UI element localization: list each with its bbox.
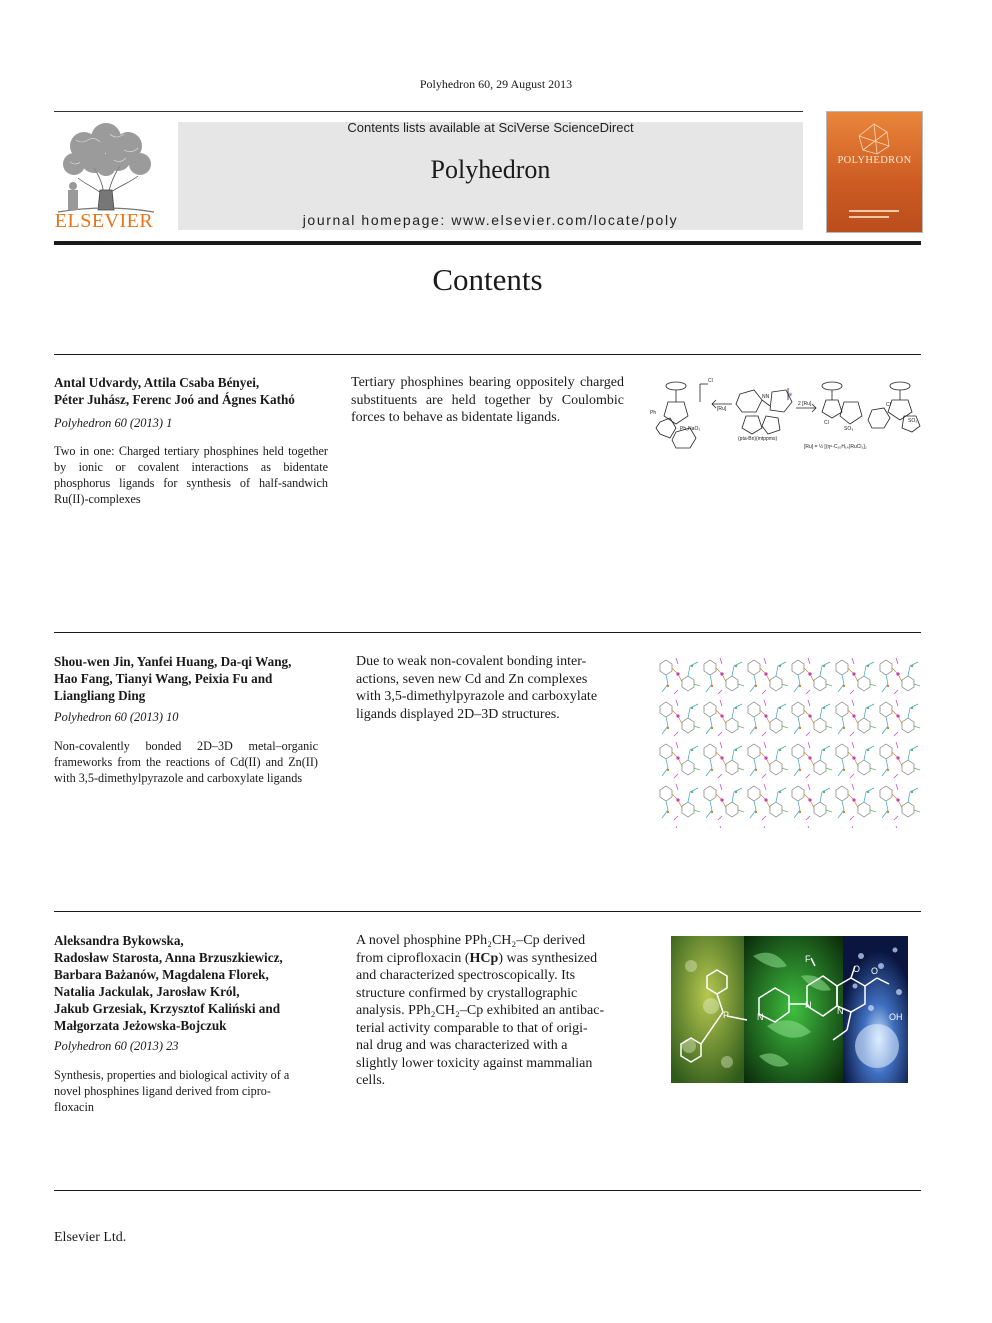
atom-label-n: N xyxy=(805,1000,812,1010)
svg-text:Cl: Cl xyxy=(708,378,713,384)
entry-3-title[interactable]: Synthesis, properties and biological activity of a novel phosphines ligand derived from cipro- floxacin xyxy=(54,1068,290,1114)
entry-2-graphical-abstract xyxy=(656,656,922,828)
arrow-label-2ru: 2 [Ru] xyxy=(798,401,812,407)
page-title: Contents xyxy=(432,262,543,297)
atom-label-n: N xyxy=(837,1006,844,1016)
journal-issue-citation: Polyhedron 60, 29 August 2013 xyxy=(419,77,573,91)
atom-label-p: P xyxy=(723,1010,730,1020)
entry-1-title[interactable]: Two in one: Charged tertiary phosphines held together by ionic or covalent interactions as bidentate phosphorus ligands for synthesis of half-sandwich Ru(II)-complexes xyxy=(54,444,328,506)
masthead-thick-rule xyxy=(54,241,921,245)
entry-2-authors: Shou-wen Jin, Yanfei Huang, Da-qi Wang, Hao Fang, Tianyi Wang, Peixia Fu and Liangliang Ding xyxy=(54,654,292,703)
elsevier-wordmark: ELSEVIER xyxy=(54,210,154,232)
journal-cover-image xyxy=(826,111,923,233)
entry-divider xyxy=(54,354,921,355)
svg-text:SO₃: SO₃ xyxy=(908,418,918,424)
arrow-label-ru: [Ru] xyxy=(717,406,727,412)
svg-text:SO₃: SO₃ xyxy=(844,426,854,432)
entry-1-authors: Antal Udvardy, Attila Csaba Bényei, Péter Juhász, Ferenc Joó and Ágnes Kathó xyxy=(54,375,295,407)
atom-label-o: O xyxy=(871,966,879,976)
entry-divider xyxy=(54,911,921,912)
svg-text:Ph₂NaO₃: Ph₂NaO₃ xyxy=(680,426,701,432)
sciencedirect-link-text[interactable]: Contents lists available at SciVerse ScienceDirect xyxy=(347,120,634,135)
ligand-label: (pta-Bn)(mtppms) xyxy=(738,436,778,442)
entry-3-authors: Aleksandra Bykowska, Radosław Starosta, Anna Brzuszkiewicz, Barbara Bażanów, Magdalena Florek, Natalia Jackulak, Jarosław Król, Jakub Grzesiak, Krzysztof Kaliński and Małgorzata Jeżowska-Bojczuk xyxy=(54,933,283,1033)
atom-label-f: F xyxy=(805,954,811,964)
svg-text:Ph: Ph xyxy=(650,410,657,416)
entry-3-graphical-abstract xyxy=(671,936,908,1083)
entry-2-citation[interactable]: Polyhedron 60 (2013) 10 xyxy=(54,710,179,724)
atom-label-oh: OH xyxy=(889,1012,903,1022)
publisher-footer: Elsevier Ltd. xyxy=(54,1230,127,1245)
svg-text:Cl: Cl xyxy=(886,402,891,408)
entry-1-graphical-abstract xyxy=(646,372,926,456)
svg-text:NN: NN xyxy=(762,394,770,400)
header-rule xyxy=(54,111,803,112)
ru-definition-label: [Ru] = ½ [(η⁶-C₁₀H₁₄)RuCl₂]₂ xyxy=(804,444,867,450)
entry-2-abstract: Due to weak non-covalent bonding inter- actions, seven new Cd and Zn complexes with 3,5-dimethylpyrazole and carboxylate ligands displayed 2D–3D structures. xyxy=(356,654,598,722)
atom-label-o: O xyxy=(853,964,861,974)
entry-1-abstract: Tertiary phosphines bearing oppositely charged substituents are held together by Coulombic forces to behave as bidentate ligands. xyxy=(351,375,624,425)
entry-3-citation[interactable]: Polyhedron 60 (2013) 23 xyxy=(54,1039,179,1053)
entry-divider xyxy=(54,1190,921,1191)
svg-text:⊕: ⊕ xyxy=(788,392,793,398)
journal-title: Polyhedron xyxy=(430,155,551,184)
entry-2-title[interactable]: Non-covalently bonded 2D–3D metal–organic frameworks from the reactions of Cd(II) and Zn(II) with 3,5-dimethylpyrazole and carboxylate ligands xyxy=(54,739,318,785)
journal-homepage-link[interactable]: journal homepage: www.elsevier.com/locate/poly xyxy=(302,212,679,228)
entry-3-abstract: A novel phosphine PPh₂CH₂–Cp derived from ciprofloxacin (HCp) was synthesized and characterized spectroscopically. Its structure confirmed by crystallographic analysis. PPh₂CH₂–Cp exhibited an antibac- terial activity comparable to that of origi- nal drug and was characterized with a slightly lower toxicity against mammalian cells. xyxy=(356,933,605,1088)
svg-text:Cl: Cl xyxy=(824,420,829,426)
cover-journal-name: POLYHEDRON xyxy=(837,155,912,166)
atom-label-n: N xyxy=(757,1012,764,1022)
entry-divider xyxy=(54,632,921,633)
entry-1-citation[interactable]: Polyhedron 60 (2013) 1 xyxy=(54,416,173,430)
